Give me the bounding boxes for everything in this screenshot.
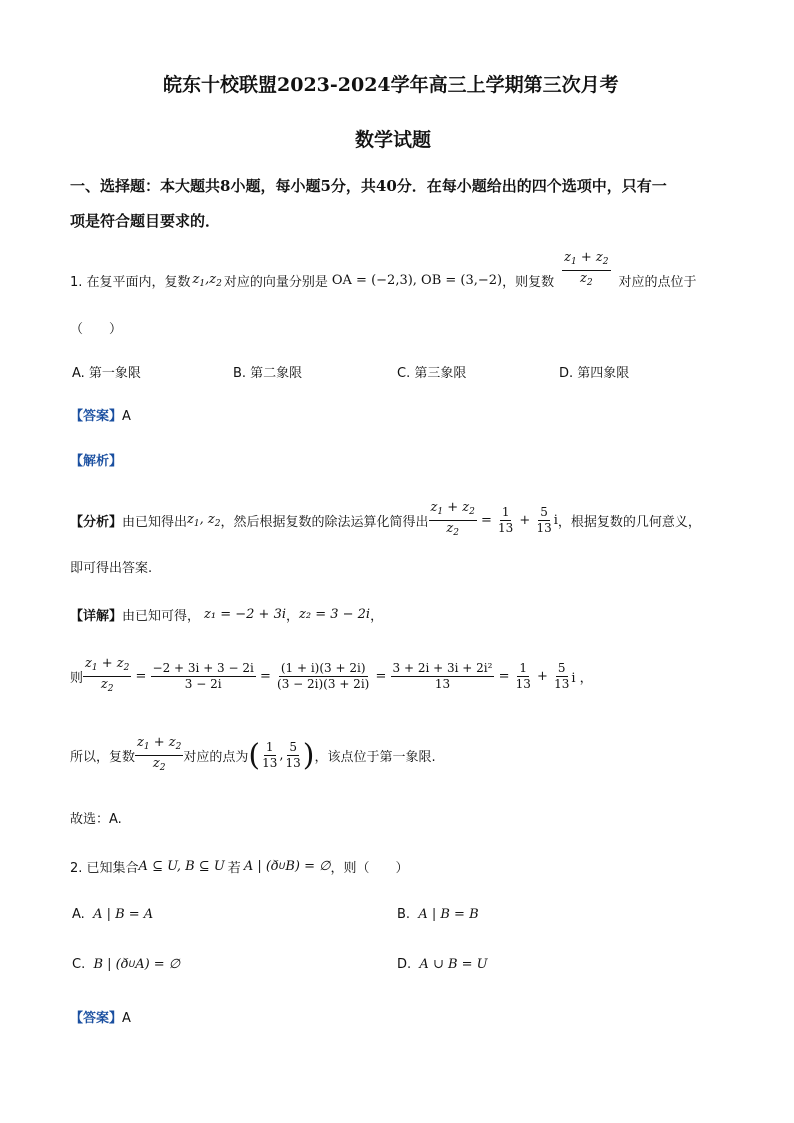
q2-option-c-label: C. bbox=[72, 957, 86, 972]
q2-option-c-text2: A) = ∅ bbox=[135, 957, 181, 972]
q2-option-a-text: A | B = A bbox=[93, 907, 154, 922]
q2-cond2b: B) = ∅ bbox=[285, 859, 331, 874]
q2-ruo: 若 bbox=[227, 861, 241, 876]
q1-fenxi-c: ，根据复数的几何意义， bbox=[557, 515, 701, 530]
q2-prefix: 2. 已知集合 bbox=[70, 861, 139, 876]
q1-detail-tag: 【详解】 bbox=[70, 609, 123, 624]
q2-option-b-label: B. bbox=[397, 907, 411, 922]
q2-option-d-text: A ∪ B = U bbox=[419, 957, 488, 972]
q1-so-a: 所以，复数 bbox=[70, 750, 136, 765]
q1-paren: （ ） bbox=[70, 322, 123, 337]
q1-fenxi-frac-5-13: $\frac{5}{13}$ bbox=[536, 505, 552, 535]
q2-answer bbox=[70, 1007, 131, 1026]
q1-answer bbox=[70, 405, 131, 424]
q2-option-d-label: D. bbox=[397, 957, 412, 972]
q2-option-c: C. B | (ð U A) = ∅ bbox=[72, 957, 181, 972]
question-2: 2. 已知集合 A ⊆ U, B ⊆ U 若 A | (ð U B) = ∅ ，则（ ） bbox=[70, 859, 409, 876]
q1-prefix: 1. 在复平面内，复数 bbox=[70, 275, 191, 290]
question-1 bbox=[70, 250, 697, 301]
q1-equation: 则 $\frac{z_1 + z_2}{z_2}$ = $\frac{-2 + 3i + 3 - 2i}{3 - 2i}$ = $\frac{(1 + i)(3 + 2i)}{(3 - 2i)(3 + 2i)}$ = $\frac{\text{3 + 2i + 3i + 2i²}}{13}$ = $\frac{1}{13}$ + $\frac{5}{13}$ i ， bbox=[70, 656, 593, 694]
q1-analysis-tag: 【解析】 bbox=[70, 454, 123, 469]
q1-fenxi-b: ，然后根据复数的除法运算化简得出 bbox=[220, 515, 429, 530]
section-heading-line2: 项是符合题目要求的． bbox=[70, 212, 221, 230]
page-subtitle: 数学试题 bbox=[355, 129, 432, 151]
page-title: 皖东十校联盟2023-2024学年高三上学期第三次月考 bbox=[163, 74, 619, 96]
q1-so-b: 对应的点为 bbox=[183, 750, 249, 765]
q1-fenxi-frac-1-13: $\frac{1}{13}$ bbox=[498, 505, 514, 535]
q1-detail: 【详解】 由已知可得， z₁ = −2 + 3i ， z₂ = 3 − 2i ， bbox=[70, 607, 384, 624]
q1-option-b: B. 第二象限 bbox=[233, 366, 303, 381]
q2-option-a bbox=[72, 907, 153, 922]
section-heading-line1: 一、选择题：本大题共8小题，每小题5分，共40分．在每小题给出的四个选项中，只有一 bbox=[70, 177, 667, 195]
q1-fenxi-tag: 【分析】 bbox=[70, 515, 123, 530]
q2-option-c-text: B | (ð bbox=[93, 957, 129, 972]
q1-then: ，则复数 bbox=[502, 275, 555, 290]
q2-option-b-text: A | B = B bbox=[418, 907, 479, 922]
q1-option-c: C. 第三象限 bbox=[397, 366, 467, 381]
q1-z2-value: z₂ = 3 − 2i bbox=[299, 607, 371, 622]
q1-fenxi-d: 即可得出答案. bbox=[70, 561, 153, 576]
q1-option-a: A. 第一象限 bbox=[72, 366, 141, 381]
q1-fenxi-z1z2: $z_1$, $z_2$ bbox=[187, 512, 221, 529]
q2-answer-tag: 【答案】 bbox=[70, 1011, 123, 1026]
q2-then: ，则（ ） bbox=[330, 861, 409, 876]
q1-fenxi: 【分析】 由已知得出 $z_1$, $z_2$ ，然后根据复数的除法运算化简得出 $\frac{z_1 + z_2}{z_2}$ = $\frac{1}{13}$ + $\frac{5}{13}$ i ，根据复数的几何意义， bbox=[70, 500, 701, 541]
q2-cond2: A | (ð bbox=[243, 859, 279, 874]
q1-detail-a: 由已知可得， bbox=[122, 609, 201, 624]
q1-mid: 对应的向量分别是 bbox=[223, 275, 328, 290]
q1-answer-tag: 【答案】 bbox=[70, 409, 123, 424]
q1-fraction: $\frac{z_1 + z_2}{z_2}$ bbox=[564, 250, 609, 288]
q1-option-d: D. 第四象限 bbox=[559, 366, 630, 381]
q1-ze: 则 bbox=[70, 671, 84, 686]
q1-vectors: OA = (−2,3), OB = (3,−2) bbox=[331, 273, 503, 288]
q1-z1-value: z₁ = −2 + 3i bbox=[204, 607, 286, 622]
q2-answer-value: A bbox=[122, 1011, 131, 1026]
q1-answer-value: A bbox=[122, 409, 131, 424]
q1-z1z2: $z_1,z_2$ bbox=[192, 272, 222, 289]
q2-option-b bbox=[397, 907, 479, 922]
q2-option-a-label: A. bbox=[72, 907, 85, 922]
q1-choose: 故选：A. bbox=[70, 812, 122, 827]
q1-so-c: ，该点位于第一象限. bbox=[314, 750, 436, 765]
q1-fenxi-frac: $\frac{z_1 + z_2}{z_2}$ bbox=[430, 500, 475, 538]
q1-conclusion: 所以，复数 $\frac{z_1 + z_2}{z_2}$ 对应的点为 ( $\frac{1}{13}$ , $\frac{5}{13}$ ) ，该点位于第一象限. bbox=[70, 735, 436, 773]
q1-fenxi-a: 由已知得出 bbox=[122, 515, 188, 530]
q1-suffix: 对应的点位于 bbox=[618, 275, 697, 290]
q2-cond: A ⊆ U, B ⊆ U bbox=[138, 859, 225, 874]
q2-option-d bbox=[397, 957, 488, 972]
